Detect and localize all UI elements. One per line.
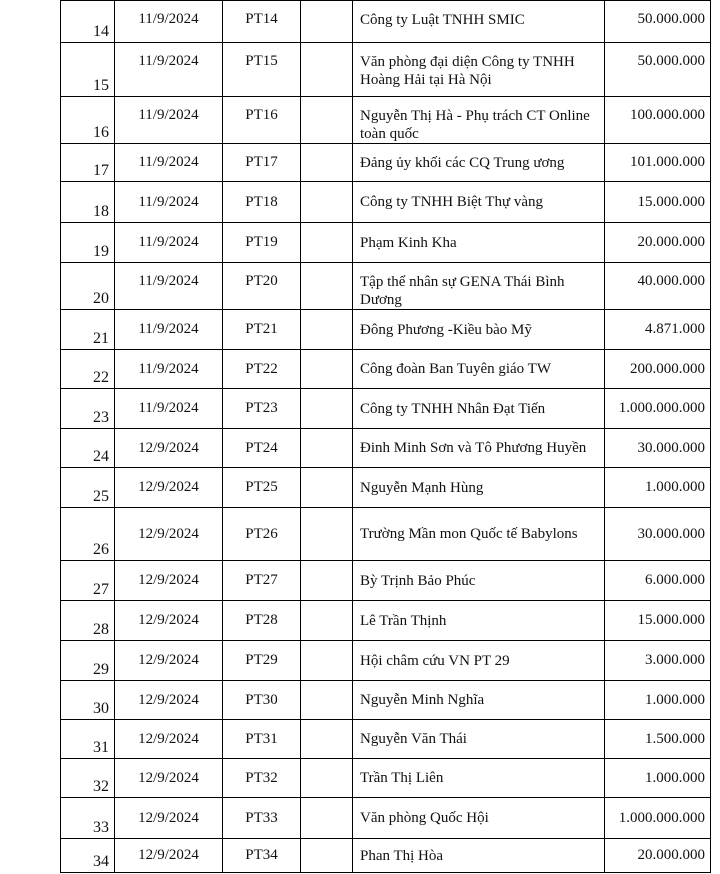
receipt-code: PT28	[223, 601, 301, 641]
receipt-date: 11/9/2024	[115, 389, 223, 429]
table-row	[61, 263, 711, 310]
donation-amount: 100.000.000	[605, 97, 711, 144]
donation-amount: 15.000.000	[605, 601, 711, 641]
donor-name: Nguyễn Mạnh Hùng	[353, 468, 605, 508]
row-number: 27	[61, 561, 115, 601]
row-number: 22	[61, 350, 115, 389]
receipt-code: PT34	[223, 839, 301, 873]
donation-amount: 20.000.000	[605, 839, 711, 873]
donation-amount: 1.000.000.000	[605, 798, 711, 839]
donation-amount: 1.500.000	[605, 720, 711, 759]
receipt-date: 12/9/2024	[115, 759, 223, 798]
donor-name: Tập thể nhân sự GENA Thái Bình Dương	[353, 263, 605, 310]
table-row	[61, 43, 711, 97]
donor-name: Đinh Minh Sơn và Tô Phương Huyền	[353, 429, 605, 468]
donation-amount: 101.000.000	[605, 144, 711, 182]
row-number: 25	[61, 468, 115, 508]
table-row	[61, 720, 711, 759]
donor-name: Đảng ủy khối các CQ Trung ương	[353, 144, 605, 182]
empty-cell	[301, 561, 353, 601]
donation-amount: 1.000.000.000	[605, 389, 711, 429]
donor-name: Trần Thị Liên	[353, 759, 605, 798]
receipt-code: PT14	[223, 1, 301, 43]
table-row	[61, 144, 711, 182]
receipt-code: PT19	[223, 223, 301, 263]
empty-cell	[301, 429, 353, 468]
receipt-date: 12/9/2024	[115, 468, 223, 508]
receipt-code: PT31	[223, 720, 301, 759]
row-number: 33	[61, 798, 115, 839]
receipt-code: PT30	[223, 681, 301, 720]
row-number: 19	[61, 223, 115, 263]
receipt-date: 11/9/2024	[115, 144, 223, 182]
donation-amount: 200.000.000	[605, 350, 711, 389]
empty-cell	[301, 310, 353, 350]
table-row	[61, 798, 711, 839]
receipt-code: PT32	[223, 759, 301, 798]
table-row	[61, 681, 711, 720]
donation-amount: 30.000.000	[605, 429, 711, 468]
table-row	[61, 310, 711, 350]
donation-amount: 6.000.000	[605, 561, 711, 601]
table-row	[61, 389, 711, 429]
receipt-date: 11/9/2024	[115, 310, 223, 350]
donor-name: Phan Thị Hòa	[353, 839, 605, 873]
donation-amount: 20.000.000	[605, 223, 711, 263]
row-number: 15	[61, 43, 115, 97]
table-row	[61, 839, 711, 873]
empty-cell	[301, 508, 353, 561]
donor-name: Nguyễn Minh Nghĩa	[353, 681, 605, 720]
receipt-date: 12/9/2024	[115, 601, 223, 641]
donation-amount: 50.000.000	[605, 43, 711, 97]
donation-amount: 1.000.000	[605, 681, 711, 720]
donor-name: Nguyễn Văn Thái	[353, 720, 605, 759]
receipt-date: 12/9/2024	[115, 561, 223, 601]
row-number: 16	[61, 97, 115, 144]
donation-amount: 1.000.000	[605, 759, 711, 798]
row-number: 20	[61, 263, 115, 310]
receipt-date: 12/9/2024	[115, 681, 223, 720]
row-number: 24	[61, 429, 115, 468]
donor-name: Hội châm cứu VN PT 29	[353, 641, 605, 681]
empty-cell	[301, 1, 353, 43]
row-number: 30	[61, 681, 115, 720]
receipt-date: 11/9/2024	[115, 263, 223, 310]
empty-cell	[301, 144, 353, 182]
donor-name: Đông Phương -Kiều bào Mỹ	[353, 310, 605, 350]
receipt-date: 12/9/2024	[115, 839, 223, 873]
receipt-date: 11/9/2024	[115, 1, 223, 43]
receipt-date: 12/9/2024	[115, 508, 223, 561]
receipt-code: PT18	[223, 182, 301, 223]
receipt-code: PT24	[223, 429, 301, 468]
donor-name: Công ty TNHH Biệt Thự vàng	[353, 182, 605, 223]
empty-cell	[301, 263, 353, 310]
donation-amount: 15.000.000	[605, 182, 711, 223]
receipt-code: PT25	[223, 468, 301, 508]
row-number: 23	[61, 389, 115, 429]
receipt-code: PT21	[223, 310, 301, 350]
donation-amount: 3.000.000	[605, 641, 711, 681]
receipt-date: 12/9/2024	[115, 798, 223, 839]
row-number: 34	[61, 839, 115, 873]
donation-amount: 1.000.000	[605, 468, 711, 508]
receipt-code: PT22	[223, 350, 301, 389]
receipt-code: PT15	[223, 43, 301, 97]
receipt-code: PT20	[223, 263, 301, 310]
table-row	[61, 561, 711, 601]
empty-cell	[301, 468, 353, 508]
donation-amount: 40.000.000	[605, 263, 711, 310]
receipt-date: 11/9/2024	[115, 97, 223, 144]
empty-cell	[301, 389, 353, 429]
row-number: 26	[61, 508, 115, 561]
table-row	[61, 601, 711, 641]
donor-name: Công ty TNHH Nhân Đạt Tiến	[353, 389, 605, 429]
row-number: 14	[61, 1, 115, 43]
table-row	[61, 641, 711, 681]
table-row	[61, 508, 711, 561]
empty-cell	[301, 759, 353, 798]
empty-cell	[301, 97, 353, 144]
table-row	[61, 182, 711, 223]
empty-cell	[301, 223, 353, 263]
table-row	[61, 468, 711, 508]
receipt-code: PT33	[223, 798, 301, 839]
empty-cell	[301, 720, 353, 759]
empty-cell	[301, 839, 353, 873]
empty-cell	[301, 350, 353, 389]
table-row	[61, 97, 711, 144]
empty-cell	[301, 681, 353, 720]
table-row	[61, 759, 711, 798]
donor-name: Công đoàn Ban Tuyên giáo TW	[353, 350, 605, 389]
donor-name: Văn phòng Quốc Hội	[353, 798, 605, 839]
receipt-code: PT23	[223, 389, 301, 429]
donor-name: Trường Mần mon Quốc tế Babylons	[353, 508, 605, 561]
donor-name: Nguyễn Thị Hà - Phụ trách CT Online toàn quốc	[353, 97, 605, 144]
receipt-date: 11/9/2024	[115, 43, 223, 97]
donation-table	[60, 0, 711, 873]
table-row	[61, 350, 711, 389]
empty-cell	[301, 798, 353, 839]
donor-name: Công ty Luật TNHH SMIC	[353, 1, 605, 43]
empty-cell	[301, 182, 353, 223]
table-row	[61, 223, 711, 263]
row-number: 32	[61, 759, 115, 798]
donor-name: Lê Trần Thịnh	[353, 601, 605, 641]
row-number: 28	[61, 601, 115, 641]
row-number: 21	[61, 310, 115, 350]
receipt-code: PT17	[223, 144, 301, 182]
donor-name: Bỳ Trịnh Bảo Phúc	[353, 561, 605, 601]
receipt-date: 11/9/2024	[115, 182, 223, 223]
table-row	[61, 429, 711, 468]
receipt-code: PT29	[223, 641, 301, 681]
table-row	[61, 1, 711, 43]
receipt-date: 11/9/2024	[115, 350, 223, 389]
row-number: 17	[61, 144, 115, 182]
row-number: 18	[61, 182, 115, 223]
empty-cell	[301, 601, 353, 641]
receipt-date: 11/9/2024	[115, 223, 223, 263]
donor-name: Văn phòng đại diện Công ty TNHH Hoàng Hải tại Hà Nội	[353, 43, 605, 97]
receipt-date: 12/9/2024	[115, 720, 223, 759]
empty-cell	[301, 43, 353, 97]
row-number: 29	[61, 641, 115, 681]
receipt-code: PT27	[223, 561, 301, 601]
receipt-date: 12/9/2024	[115, 641, 223, 681]
receipt-date: 12/9/2024	[115, 429, 223, 468]
receipt-code: PT16	[223, 97, 301, 144]
empty-cell	[301, 641, 353, 681]
receipt-code: PT26	[223, 508, 301, 561]
row-number: 31	[61, 720, 115, 759]
donation-amount: 50.000.000	[605, 1, 711, 43]
donation-amount: 30.000.000	[605, 508, 711, 561]
donation-amount: 4.871.000	[605, 310, 711, 350]
donor-name: Phạm Kinh Kha	[353, 223, 605, 263]
